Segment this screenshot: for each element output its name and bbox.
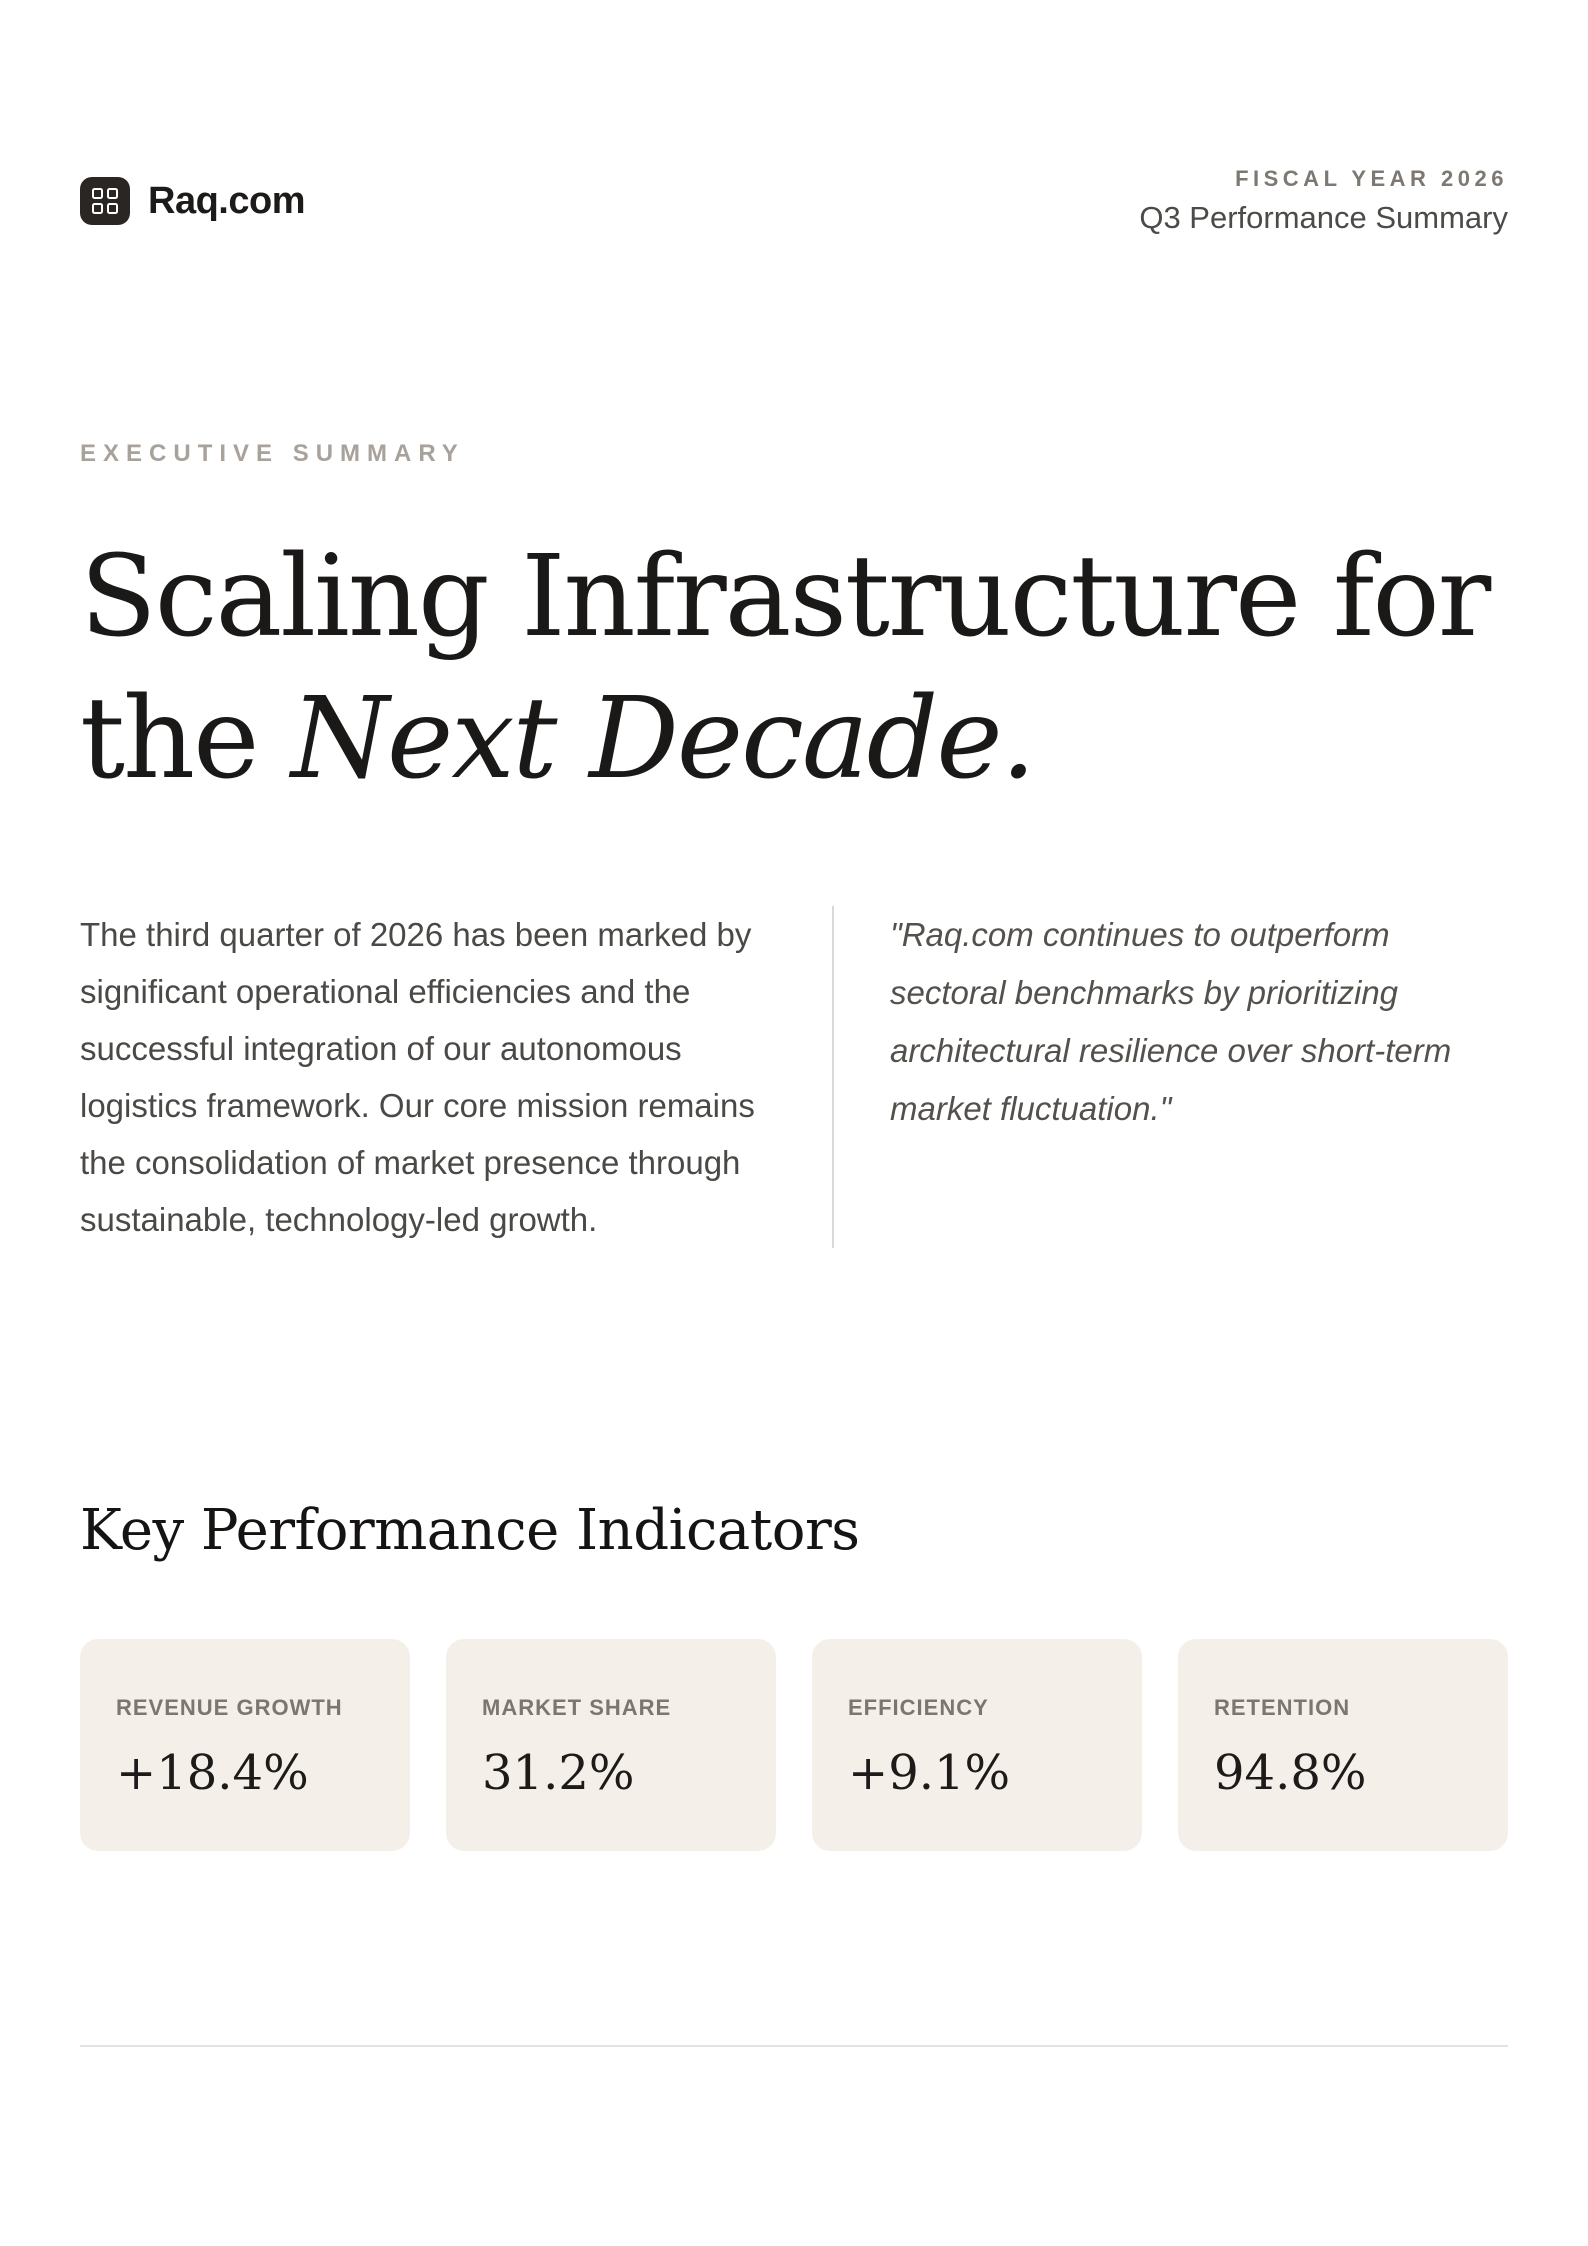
kpi-value: +9.1%: [848, 1745, 1011, 1801]
footer-divider: [80, 2045, 1508, 2047]
page-header: [80, 166, 1508, 236]
grid-squares-icon: [80, 177, 130, 225]
page-title-line1: Scaling Infrastructure for: [80, 532, 1490, 662]
kpi-value: 31.2%: [482, 1745, 635, 1801]
kpi-card-revenue-growth: [80, 1639, 410, 1851]
kpi-label: MARKET SHARE: [482, 1695, 672, 1720]
kpi-card-efficiency: [812, 1639, 1142, 1851]
brand: [80, 177, 305, 225]
page-title-italic: Next Decade.: [291, 674, 1035, 804]
kpi-card-retention: [1178, 1639, 1508, 1851]
pull-quote: "Raq.com continues to outperform sectoral benchmarks by prioritizing architectural resilience over short-term market fluctuation.": [832, 906, 1508, 1248]
summary-paragraph: The third quarter of 2026 has been marked by significant operational efficiencies and the successful integration of our autonomous logistics framework. Our core mission remains the consolidation of market presence through sustainable, technology-led growth.: [80, 916, 755, 1238]
kpi-label: RETENTION: [1214, 1695, 1351, 1720]
kpi-section-heading: Key Performance Indicators: [80, 1498, 860, 1563]
kpi-card-market-share: [446, 1639, 776, 1851]
kpi-value: +18.4%: [116, 1745, 309, 1801]
kpi-grid: [80, 1639, 1508, 1851]
page-title: [80, 526, 1508, 810]
fiscal-year-label: FISCAL YEAR 2026: [1235, 166, 1508, 191]
section-eyebrow: EXECUTIVE SUMMARY: [80, 440, 465, 467]
brand-name: Raq.com: [148, 179, 305, 222]
page-title-line2: the: [80, 674, 292, 804]
document-subtitle: Q3 Performance Summary: [1139, 200, 1508, 235]
document-meta: [1139, 166, 1508, 236]
kpi-label: REVENUE GROWTH: [116, 1695, 343, 1720]
kpi-value: 94.8%: [1214, 1745, 1367, 1801]
kpi-label: EFFICIENCY: [848, 1695, 989, 1720]
summary-columns: [80, 906, 1508, 1248]
